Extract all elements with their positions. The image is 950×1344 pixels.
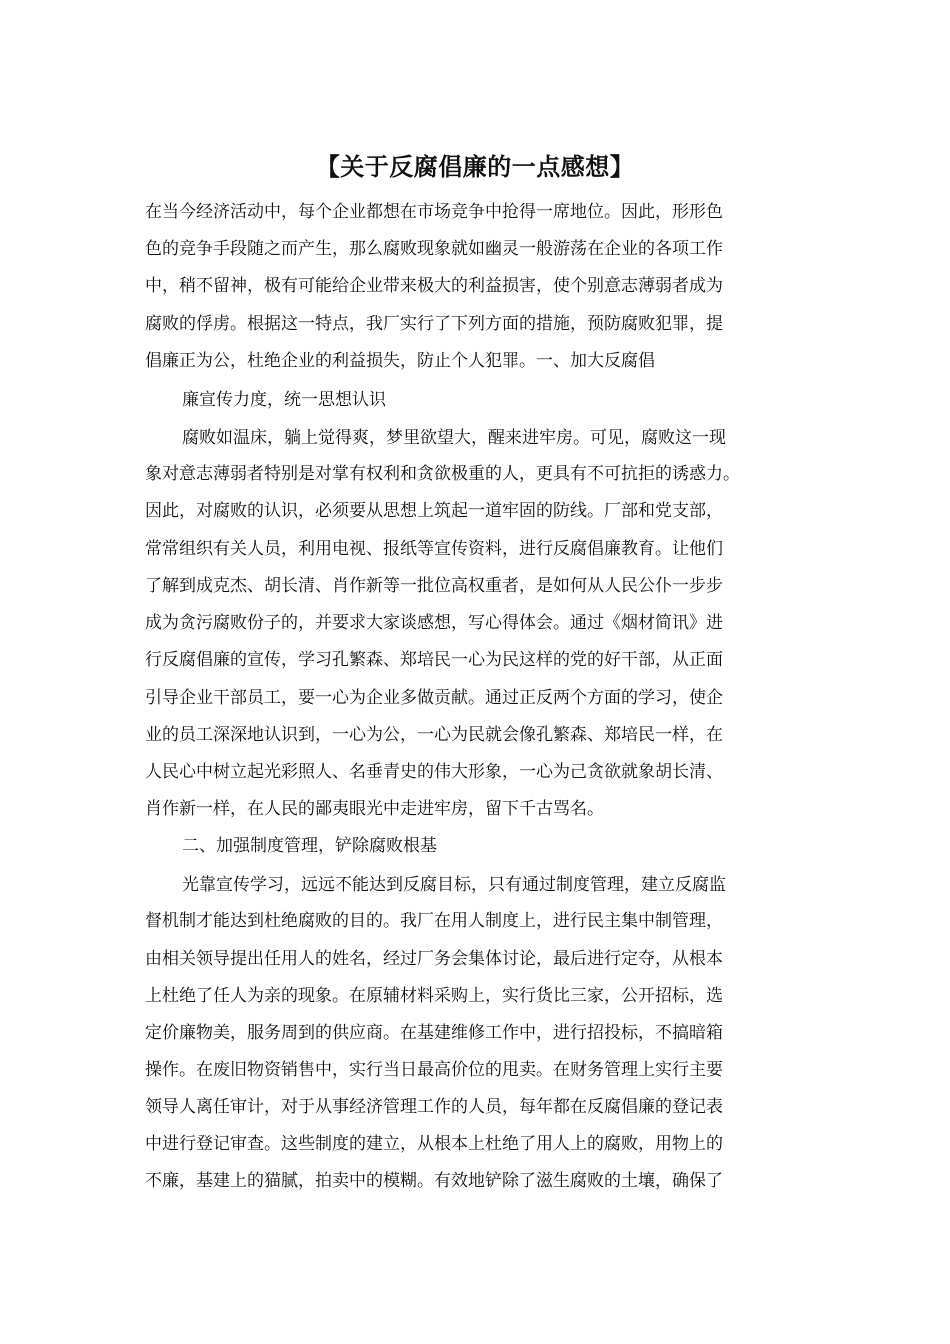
paragraph-line: 不廉，基建上的猫腻，拍卖中的模糊。有效地铲除了滋生腐败的土壤，确保了 (145, 1171, 723, 1191)
paragraph-line: 由相关领导提出任用人的姓名，经过厂务会集体讨论，最后进行定夺，从根本 (145, 949, 723, 969)
paragraph-line: 色的竞争手段随之而产生，那么腐败现象就如幽灵一般游荡在企业的各项工作 (145, 239, 723, 259)
paragraph-line: 因此，对腐败的认识，必须要从思想上筑起一道牢固的防线。厂部和党支部， (145, 501, 723, 521)
document-title: 【关于反腐倡廉的一点感想】 (315, 153, 635, 181)
paragraph-line: 象对意志薄弱者特别是对掌有权利和贪欲极重的人，更具有不可抗拒的诱惑力。 (145, 464, 740, 484)
paragraph-line: 人民心中树立起光彩照人、名垂青史的伟大形象，一心为己贪欲就象胡长清、 (145, 762, 723, 782)
paragraph-line: 引导企业干部员工，要一心为企业多做贡献。通过正反两个方面的学习，使企 (145, 688, 723, 708)
paragraph-line: 中，稍不留神，极有可能给企业带来极大的利益损害，使个别意志薄弱者成为 (145, 276, 723, 296)
paragraph-line: 操作。在废旧物资销售中，实行当日最高价位的甩卖。在财务管理上实行主要 (145, 1060, 723, 1080)
paragraph-line: 行反腐倡廉的宣传，学习孔繁森、郑培民一心为民这样的党的好干部，从正面 (145, 650, 723, 670)
section-heading: 二、加强制度管理，铲除腐败根基 (182, 836, 437, 856)
paragraph-line: 领导人离任审计，对于从事经济管理工作的人员，每年都在反腐倡廉的登记表 (145, 1097, 723, 1117)
paragraph-line: 上杜绝了任人为亲的现象。在原辅材料采购上，实行货比三家，公开招标，选 (145, 986, 723, 1006)
paragraph-line: 督机制才能达到杜绝腐败的目的。我厂在用人制度上，进行民主集中制管理， (145, 911, 723, 931)
paragraph-line: 肖作新一样，在人民的鄙夷眼光中走进牢房，留下千古骂名。 (145, 799, 604, 819)
paragraph-line: 腐败如温床，躺上觉得爽，梦里欲望大，醒来进牢房。可见，腐败这一现 (182, 428, 726, 448)
paragraph-line: 倡廉正为公，杜绝企业的利益损失，防止个人犯罪。一、加大反腐倡 (145, 351, 655, 371)
paragraph-line: 成为贪污腐败份子的，并要求大家谈感想，写心得体会。通过《烟材简讯》进 (145, 613, 723, 633)
paragraph-line: 业的员工深深地认识到，一心为公，一心为民就会像孔繁森、郑培民一样，在 (145, 725, 723, 745)
paragraph-line: 常常组织有关人员，利用电视、报纸等宣传资料，进行反腐倡廉教育。让他们 (145, 539, 723, 559)
paragraph-line: 定价廉物美，服务周到的供应商。在基建维修工作中，进行招投标，不搞暗箱 (145, 1023, 723, 1043)
section-heading: 廉宣传力度，统一思想认识 (182, 390, 386, 410)
paragraph-line: 中进行登记审查。这些制度的建立，从根本上杜绝了用人上的腐败，用物上的 (145, 1134, 723, 1154)
paragraph-line: 光靠宣传学习，远远不能达到反腐目标，只有通过制度管理，建立反腐监 (182, 875, 726, 895)
paragraph-line: 在当今经济活动中，每个企业都想在市场竞争中抢得一席地位。因此，形形色 (145, 202, 723, 222)
paragraph-line: 了解到成克杰、胡长清、肖作新等一批位高权重者，是如何从人民公仆一步步 (145, 576, 723, 596)
paragraph-line: 腐败的俘虏。根据这一特点，我厂实行了下列方面的措施，预防腐败犯罪，提 (145, 314, 723, 334)
